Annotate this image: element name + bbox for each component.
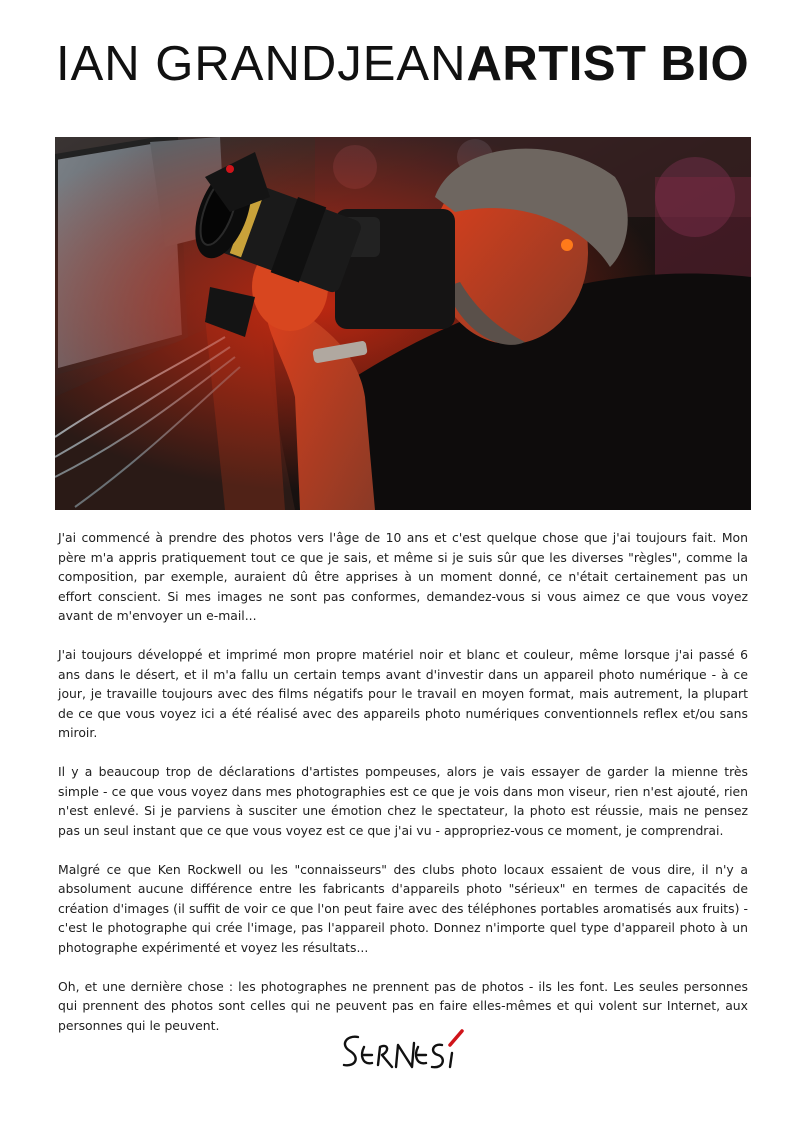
signature-accent [450, 1031, 462, 1045]
artist-photo [55, 137, 751, 510]
bio-text [58, 528, 748, 1055]
bio-paragraph: Oh, et une dernière chose : les photographes ne prennent pas de photos - ils les font. Les seules personnes qui prennent des photos sont celles qui ne peuvent pas en faire elles-mêmes et qui volent sur Internet, aux personnes qui le peuvent. [58, 978, 748, 1033]
bio-paragraph: Malgré ce que Ken Rockwell ou les "connaisseurs" des clubs photo locaux essaient de vous dire, il n'y a absolument aucune différence entre les fabricants d'appareils photo "sérieux" en termes de capacités de création d'images (il suffit de voir ce que l'on peut faire avec des téléphones portables aromatisés aux fruits) - c'est le photographe qui crée l'image, pas l'appareil photo. Donnez n'importe quel type d'appareil photo à un photographe expérimenté et voyez les résultats... [58, 861, 748, 955]
bio-paragraph: J'ai commencé à prendre des photos vers l'âge de 10 ans et c'est quelque chose que j'ai toujours fait. Mon père m'a appris pratiquement tout ce que je sais, et même si je suis sûr que les diverses "règles", comme la composition, par exemple, auraient dû être apprises à un moment donné, ce n'était certainement pas un effort conscient. Si mes images ne sont pas conformes, demandez-vous si vous aimez ce que vous voyez avant de m'envoyer un e-mail... [58, 530, 748, 623]
signature [338, 1025, 468, 1085]
artist-name: IAN GRANDJEAN [56, 37, 467, 91]
bio-paragraph: J'ai toujours développé et imprimé mon propre matériel noir et blanc et couleur, même lorsque j'ai passé 6 ans dans le désert, et il m'a fallu un certain temps avant d'investir dans un appareil photo numérique - à ce jour, je travaille toujours avec des films négatifs pour le travail en moyen format, mais autrement, la plupart de ce que vous voyez ici a été réalisé avec des appareils photo numériques conventionnels reflex et/ou sans miroir. [58, 647, 748, 740]
page-title [56, 36, 756, 96]
title-suffix: ARTIST BIO [466, 37, 750, 91]
bio-paragraph: Il y a beaucoup trop de déclarations d'artistes pompeuses, alors je vais essayer de garder la mienne très simple - ce que vous voyez dans mes photographies est ce que je vois dans mon viseur, rien n'est ajouté, rien n'est enlevé. Si je parviens à susciter une émotion chez le spectateur, la photo est réussie, mais ne pensez pas un seul instant que ce que vous voyez est ce que j'ai vu - appropriez-vous ce moment, je comprendrai. [58, 764, 748, 838]
